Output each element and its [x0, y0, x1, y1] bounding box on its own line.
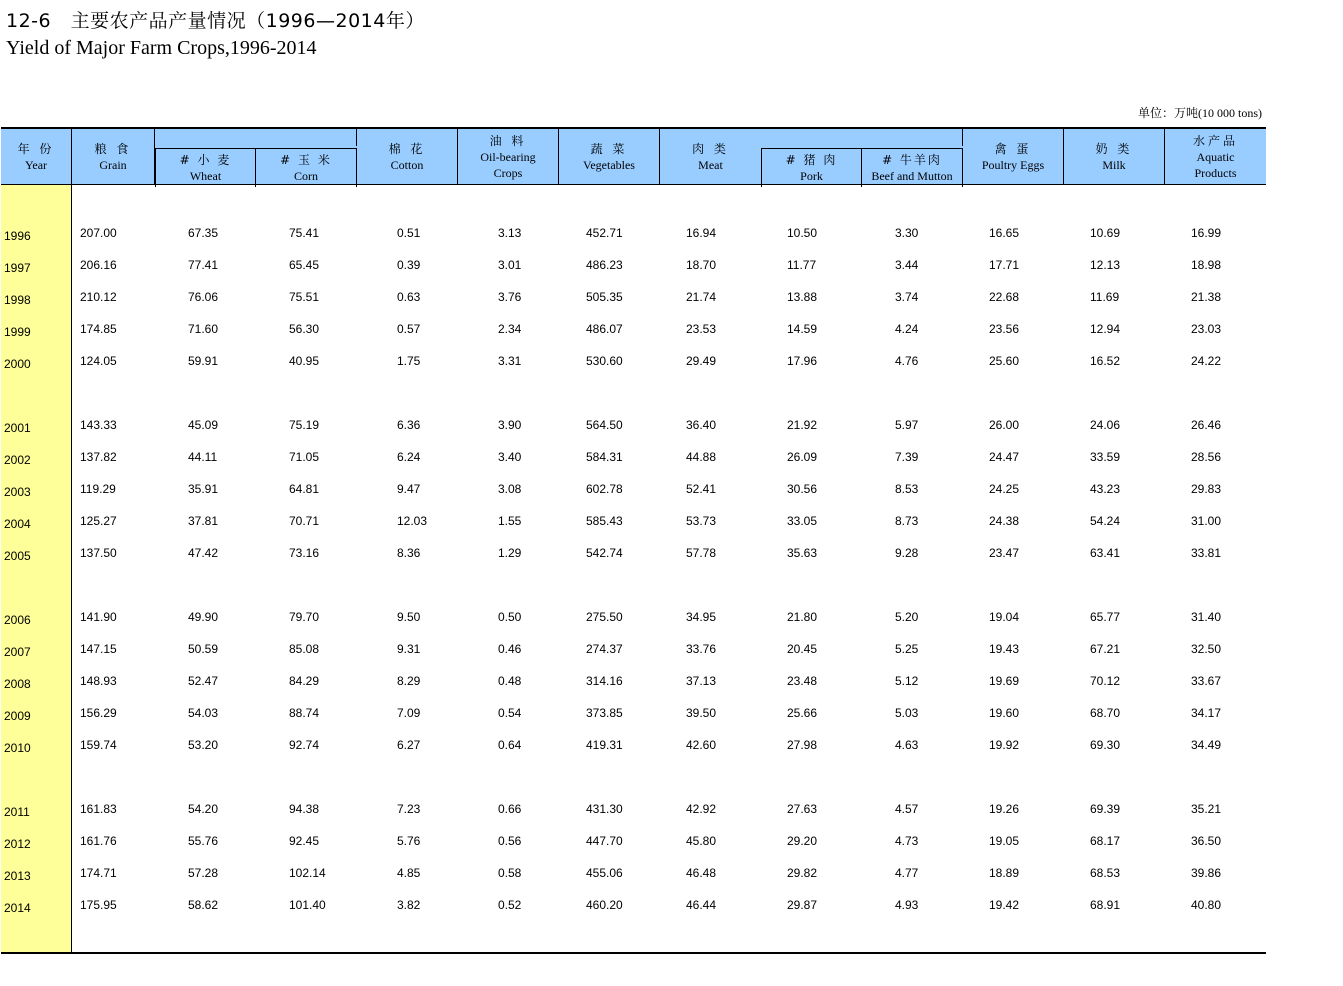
cell-vegetables: 486.07	[586, 322, 623, 336]
table-row	[0, 482, 1270, 498]
cell-milk: 67.21	[1090, 642, 1121, 656]
table-row	[0, 226, 1270, 242]
cell-aquatic: 35.21	[1191, 802, 1222, 816]
cell-meat: 34.95	[686, 610, 717, 624]
cell-meat: 46.44	[686, 898, 717, 912]
cell-wheat: 57.28	[188, 866, 219, 880]
cell-beef-mutton: 5.97	[895, 418, 919, 432]
cell-poultry-eggs: 25.60	[989, 354, 1020, 368]
cell-beef-mutton: 9.28	[895, 546, 919, 560]
header-grain: 粮 食 Grain	[72, 129, 155, 184]
cell-wheat: 44.11	[188, 450, 218, 464]
cell-beef-mutton: 4.73	[895, 834, 919, 848]
cell-aquatic: 26.46	[1191, 418, 1222, 432]
cell-grain: 141.90	[80, 610, 117, 624]
cell-corn: 79.70	[289, 610, 320, 624]
cell-corn: 102.14	[289, 866, 326, 880]
cell-meat: 52.41	[686, 482, 717, 496]
cell-pork: 27.63	[787, 802, 818, 816]
table-row	[0, 418, 1270, 434]
cell-poultry-eggs: 24.25	[989, 482, 1020, 496]
cell-year: 1997	[4, 261, 31, 275]
cell-beef-mutton: 4.76	[895, 354, 919, 368]
cell-aquatic: 24.22	[1191, 354, 1222, 368]
cell-oil-crops: 3.08	[498, 482, 522, 496]
table-row	[0, 258, 1270, 274]
cell-aquatic: 39.86	[1191, 866, 1222, 880]
cell-vegetables: 455.06	[586, 866, 623, 880]
cell-year: 2014	[4, 901, 31, 915]
cell-grain: 159.74	[80, 738, 117, 752]
cell-pork: 20.45	[787, 642, 818, 656]
cell-beef-mutton: 5.20	[895, 610, 919, 624]
cell-vegetables: 505.35	[586, 290, 623, 304]
cell-cotton: 12.03	[397, 514, 428, 528]
cell-aquatic: 34.17	[1191, 706, 1222, 720]
cell-meat: 16.94	[686, 226, 717, 240]
cell-year: 2008	[4, 677, 31, 691]
cell-cotton: 0.51	[397, 226, 421, 240]
cell-aquatic: 31.40	[1191, 610, 1222, 624]
cell-aquatic: 36.50	[1191, 834, 1222, 848]
header-vegetables: 蔬 菜 Vegetables	[559, 129, 660, 184]
cell-oil-crops: 0.46	[498, 642, 522, 656]
cell-meat: 57.78	[686, 546, 717, 560]
cell-year: 2002	[4, 453, 31, 467]
cell-beef-mutton: 5.12	[895, 674, 919, 688]
table-row	[0, 898, 1270, 914]
table-row	[0, 322, 1270, 338]
cell-oil-crops: 0.52	[498, 898, 522, 912]
cell-grain: 175.95	[80, 898, 117, 912]
cell-cotton: 9.31	[397, 642, 421, 656]
cell-corn: 75.41	[289, 226, 320, 240]
cell-oil-crops: 0.50	[498, 610, 522, 624]
cell-poultry-eggs: 18.89	[989, 866, 1020, 880]
cell-milk: 65.77	[1090, 610, 1121, 624]
cell-oil-crops: 1.55	[498, 514, 522, 528]
cell-beef-mutton: 3.44	[895, 258, 919, 272]
cell-aquatic: 21.38	[1191, 290, 1222, 304]
header-pork: # 猪 肉 Pork	[761, 148, 862, 187]
cell-meat: 23.53	[686, 322, 717, 336]
table-row	[0, 610, 1270, 626]
cell-poultry-eggs: 17.71	[989, 258, 1020, 272]
cell-cotton: 8.29	[397, 674, 421, 688]
header-wheat: # 小 麦 Wheat	[155, 148, 256, 187]
cell-cotton: 3.82	[397, 898, 421, 912]
cell-meat: 36.40	[686, 418, 717, 432]
cell-beef-mutton: 4.24	[895, 322, 919, 336]
cell-grain: 207.00	[80, 226, 117, 240]
cell-cotton: 1.75	[397, 354, 421, 368]
cell-aquatic: 33.81	[1191, 546, 1222, 560]
cell-vegetables: 447.70	[586, 834, 623, 848]
table-row	[0, 642, 1270, 658]
cell-wheat: 55.76	[188, 834, 219, 848]
cell-poultry-eggs: 19.26	[989, 802, 1020, 816]
cell-grain: 210.12	[80, 290, 117, 304]
cell-grain: 174.85	[80, 322, 117, 336]
cell-corn: 101.40	[289, 898, 326, 912]
cell-cotton: 0.57	[397, 322, 421, 336]
cell-beef-mutton: 4.63	[895, 738, 919, 752]
cell-meat: 21.74	[686, 290, 717, 304]
cell-oil-crops: 3.31	[498, 354, 522, 368]
cell-meat: 39.50	[686, 706, 717, 720]
cell-grain: 124.05	[80, 354, 117, 368]
cell-wheat: 71.60	[188, 322, 219, 336]
cell-cotton: 0.63	[397, 290, 421, 304]
header-beef-mutton: # 牛羊肉 Beef and Mutton	[862, 148, 963, 187]
cell-vegetables: 419.31	[586, 738, 623, 752]
cell-wheat: 45.09	[188, 418, 219, 432]
cell-milk: 54.24	[1090, 514, 1121, 528]
cell-pork: 11.77	[787, 258, 817, 272]
cell-cotton: 9.50	[397, 610, 421, 624]
cell-milk: 33.59	[1090, 450, 1121, 464]
cell-wheat: 35.91	[188, 482, 219, 496]
cell-aquatic: 16.99	[1191, 226, 1222, 240]
page-title-en: Yield of Major Farm Crops,1996-2014	[6, 37, 317, 59]
cell-grain: 206.16	[80, 258, 117, 272]
cell-grain: 137.50	[80, 546, 117, 560]
cell-corn: 75.19	[289, 418, 320, 432]
cell-grain: 143.33	[80, 418, 117, 432]
cell-wheat: 50.59	[188, 642, 219, 656]
cell-aquatic: 33.67	[1191, 674, 1222, 688]
cell-milk: 10.69	[1090, 226, 1121, 240]
cell-grain: 148.93	[80, 674, 117, 688]
header-aquatic: 水产品 Aquatic Products	[1192, 133, 1238, 180]
cell-year: 1998	[4, 293, 31, 307]
cell-vegetables: 373.85	[586, 706, 623, 720]
cell-year: 2000	[4, 357, 31, 371]
cell-meat: 42.60	[686, 738, 717, 752]
cell-wheat: 47.42	[188, 546, 219, 560]
cell-year: 2003	[4, 485, 31, 499]
table-row	[0, 450, 1270, 466]
table-row	[0, 706, 1270, 722]
cell-year: 2001	[4, 421, 31, 435]
table-row	[0, 354, 1270, 370]
cell-corn: 92.74	[289, 738, 320, 752]
cell-oil-crops: 0.58	[498, 866, 522, 880]
cell-year: 2013	[4, 869, 31, 883]
header-year: 年 份 Year	[1, 129, 72, 184]
cell-corn: 88.74	[289, 706, 320, 720]
cell-corn: 40.95	[289, 354, 320, 368]
cell-pork: 21.92	[787, 418, 818, 432]
cell-corn: 70.71	[289, 514, 320, 528]
cell-wheat: 59.91	[188, 354, 219, 368]
table-bottom-rule	[1, 952, 1266, 954]
cell-milk: 68.70	[1090, 706, 1121, 720]
table-row	[0, 834, 1270, 850]
cell-milk: 12.94	[1090, 322, 1121, 336]
cell-meat: 18.70	[686, 258, 717, 272]
cell-year: 2010	[4, 741, 31, 755]
cell-wheat: 76.06	[188, 290, 219, 304]
cell-grain: 161.76	[80, 834, 117, 848]
cell-meat: 29.49	[686, 354, 717, 368]
header-poultry-eggs: 禽 蛋 Poultry Eggs	[963, 129, 1064, 184]
cell-corn: 65.45	[289, 258, 320, 272]
cell-milk: 69.39	[1090, 802, 1121, 816]
cell-poultry-eggs: 19.43	[989, 642, 1020, 656]
cell-corn: 85.08	[289, 642, 320, 656]
cell-grain: 161.83	[80, 802, 117, 816]
cell-oil-crops: 0.48	[498, 674, 522, 688]
unit-label-cn: 单位：万吨	[1137, 106, 1198, 120]
cell-cotton: 7.09	[397, 706, 421, 720]
cell-milk: 68.53	[1090, 866, 1121, 880]
cell-oil-crops: 3.76	[498, 290, 522, 304]
cell-cotton: 6.27	[397, 738, 421, 752]
cell-pork: 35.63	[787, 546, 818, 560]
cell-wheat: 54.20	[188, 802, 219, 816]
cell-cotton: 7.23	[397, 802, 421, 816]
cell-vegetables: 486.23	[586, 258, 623, 272]
cell-pork: 14.59	[787, 322, 818, 336]
header-cotton: 棉 花 Cotton	[357, 129, 458, 184]
table-row	[0, 674, 1270, 690]
cell-pork: 29.82	[787, 866, 818, 880]
cell-vegetables: 275.50	[586, 610, 623, 624]
cell-corn: 73.16	[289, 546, 320, 560]
cell-oil-crops: 0.66	[498, 802, 522, 816]
cell-meat: 45.80	[686, 834, 717, 848]
cell-milk: 68.91	[1090, 898, 1121, 912]
cell-milk: 24.06	[1090, 418, 1121, 432]
cell-year: 1996	[4, 229, 31, 243]
cell-poultry-eggs: 23.47	[989, 546, 1020, 560]
cell-oil-crops: 0.56	[498, 834, 522, 848]
cell-poultry-eggs: 19.92	[989, 738, 1020, 752]
cell-year: 2004	[4, 517, 31, 531]
cell-oil-crops: 0.64	[498, 738, 522, 752]
cell-vegetables: 452.71	[586, 226, 623, 240]
table-row	[0, 290, 1270, 306]
cell-meat: 37.13	[686, 674, 717, 688]
cell-cotton: 6.24	[397, 450, 421, 464]
cell-vegetables: 542.74	[586, 546, 623, 560]
cell-wheat: 53.20	[188, 738, 219, 752]
cell-year: 2005	[4, 549, 31, 563]
cell-pork: 26.09	[787, 450, 818, 464]
cell-oil-crops: 0.54	[498, 706, 522, 720]
cell-poultry-eggs: 24.47	[989, 450, 1020, 464]
table-row	[0, 866, 1270, 882]
cell-year: 2009	[4, 709, 31, 723]
cell-beef-mutton: 4.77	[895, 866, 919, 880]
cell-vegetables: 274.37	[586, 642, 623, 656]
cell-poultry-eggs: 19.42	[989, 898, 1020, 912]
cell-corn: 94.38	[289, 802, 320, 816]
cell-meat: 42.92	[686, 802, 717, 816]
cell-vegetables: 585.43	[586, 514, 623, 528]
cell-vegetables: 584.31	[586, 450, 623, 464]
cell-corn: 92.45	[289, 834, 320, 848]
unit-label	[1138, 104, 1262, 121]
cell-oil-crops: 1.29	[498, 546, 522, 560]
cell-pork: 10.50	[787, 226, 818, 240]
cell-vegetables: 431.30	[586, 802, 623, 816]
cell-aquatic: 31.00	[1191, 514, 1222, 528]
cell-pork: 25.66	[787, 706, 818, 720]
cell-meat: 46.48	[686, 866, 717, 880]
cell-wheat: 37.81	[188, 514, 219, 528]
page-title-cn: 12-6 主要农产品产量情况（1996—2014年）	[6, 10, 425, 32]
cell-milk: 70.12	[1090, 674, 1121, 688]
cell-corn: 56.30	[289, 322, 320, 336]
cell-pork: 29.20	[787, 834, 818, 848]
cell-meat: 53.73	[686, 514, 717, 528]
cell-beef-mutton: 3.30	[895, 226, 919, 240]
cell-wheat: 52.47	[188, 674, 219, 688]
cell-beef-mutton: 5.25	[895, 642, 919, 656]
cell-pork: 30.56	[787, 482, 818, 496]
cell-aquatic: 40.80	[1191, 898, 1222, 912]
cell-wheat: 49.90	[188, 610, 219, 624]
cell-oil-crops: 2.34	[498, 322, 522, 336]
cell-poultry-eggs: 24.38	[989, 514, 1020, 528]
cell-cotton: 8.36	[397, 546, 421, 560]
cell-beef-mutton: 5.03	[895, 706, 919, 720]
cell-milk: 12.13	[1090, 258, 1121, 272]
cell-meat: 44.88	[686, 450, 717, 464]
cell-wheat: 58.62	[188, 898, 219, 912]
cell-year: 2011	[4, 805, 30, 819]
cell-pork: 29.87	[787, 898, 818, 912]
cell-year: 1999	[4, 325, 31, 339]
cell-year: 2012	[4, 837, 31, 851]
cell-milk: 11.69	[1090, 290, 1120, 304]
cell-poultry-eggs: 23.56	[989, 322, 1020, 336]
cell-oil-crops: 3.40	[498, 450, 522, 464]
cell-aquatic: 28.56	[1191, 450, 1222, 464]
cell-vegetables: 564.50	[586, 418, 623, 432]
cell-grain: 119.29	[80, 482, 116, 496]
unit-label-en: (10 000 tons)	[1198, 106, 1262, 120]
cell-grain: 156.29	[80, 706, 117, 720]
table-row	[0, 802, 1270, 818]
cell-grain: 174.71	[80, 866, 117, 880]
cell-pork: 33.05	[787, 514, 818, 528]
cell-corn: 84.29	[289, 674, 320, 688]
cell-pork: 27.98	[787, 738, 818, 752]
table-row	[0, 546, 1270, 562]
cell-beef-mutton: 4.93	[895, 898, 919, 912]
cell-wheat: 77.41	[188, 258, 219, 272]
cell-wheat: 67.35	[188, 226, 219, 240]
cell-poultry-eggs: 19.05	[989, 834, 1020, 848]
table-row	[0, 514, 1270, 530]
cell-beef-mutton: 4.57	[895, 802, 919, 816]
cell-cotton: 5.76	[397, 834, 421, 848]
cell-cotton: 9.47	[397, 482, 421, 496]
cell-pork: 17.96	[787, 354, 818, 368]
cell-poultry-eggs: 19.60	[989, 706, 1020, 720]
cell-beef-mutton: 7.39	[895, 450, 919, 464]
cell-meat: 33.76	[686, 642, 717, 656]
header-grain-group-spacer	[155, 129, 357, 146]
cell-year: 2006	[4, 613, 31, 627]
cell-poultry-eggs: 26.00	[989, 418, 1020, 432]
cell-vegetables: 602.78	[586, 482, 623, 496]
cell-grain: 147.15	[80, 642, 117, 656]
cell-beef-mutton: 3.74	[895, 290, 919, 304]
cell-oil-crops: 3.90	[498, 418, 522, 432]
cell-cotton: 6.36	[397, 418, 421, 432]
cell-corn: 64.81	[289, 482, 320, 496]
header-oil-crops: 油 料 Oil-bearing Crops	[458, 129, 559, 184]
cell-pork: 21.80	[787, 610, 818, 624]
cell-aquatic: 18.98	[1191, 258, 1222, 272]
cell-poultry-eggs: 22.68	[989, 290, 1020, 304]
cell-corn: 75.51	[289, 290, 320, 304]
cell-beef-mutton: 8.73	[895, 514, 919, 528]
cell-milk: 63.41	[1090, 546, 1121, 560]
cell-aquatic: 23.03	[1191, 322, 1222, 336]
cell-oil-crops: 3.01	[498, 258, 522, 272]
cell-milk: 69.30	[1090, 738, 1121, 752]
cell-vegetables: 460.20	[586, 898, 623, 912]
cell-pork: 23.48	[787, 674, 818, 688]
cell-year: 2007	[4, 645, 31, 659]
cell-grain: 137.82	[80, 450, 117, 464]
cell-milk: 16.52	[1090, 354, 1121, 368]
cell-cotton: 4.85	[397, 866, 421, 880]
cell-poultry-eggs: 19.04	[989, 610, 1020, 624]
cell-corn: 71.05	[289, 450, 320, 464]
cell-aquatic: 29.83	[1191, 482, 1222, 496]
cell-oil-crops: 3.13	[498, 226, 522, 240]
cell-beef-mutton: 8.53	[895, 482, 919, 496]
header-meat-group-spacer	[761, 129, 963, 146]
cell-aquatic: 32.50	[1191, 642, 1222, 656]
cell-vegetables: 530.60	[586, 354, 623, 368]
cell-aquatic: 34.49	[1191, 738, 1222, 752]
cell-cotton: 0.39	[397, 258, 421, 272]
cell-milk: 43.23	[1090, 482, 1121, 496]
cell-poultry-eggs: 19.69	[989, 674, 1020, 688]
header-milk: 奶 类 Milk	[1064, 129, 1165, 184]
cell-milk: 68.17	[1090, 834, 1121, 848]
table-header	[1, 127, 1266, 185]
cell-poultry-eggs: 16.65	[989, 226, 1020, 240]
cell-pork: 13.88	[787, 290, 818, 304]
cell-grain: 125.27	[80, 514, 117, 528]
header-meat: 肉 类 Meat	[692, 141, 729, 172]
table-row	[0, 738, 1270, 754]
header-corn: # 玉 米 Corn	[256, 148, 357, 187]
cell-wheat: 54.03	[188, 706, 219, 720]
cell-vegetables: 314.16	[586, 674, 623, 688]
